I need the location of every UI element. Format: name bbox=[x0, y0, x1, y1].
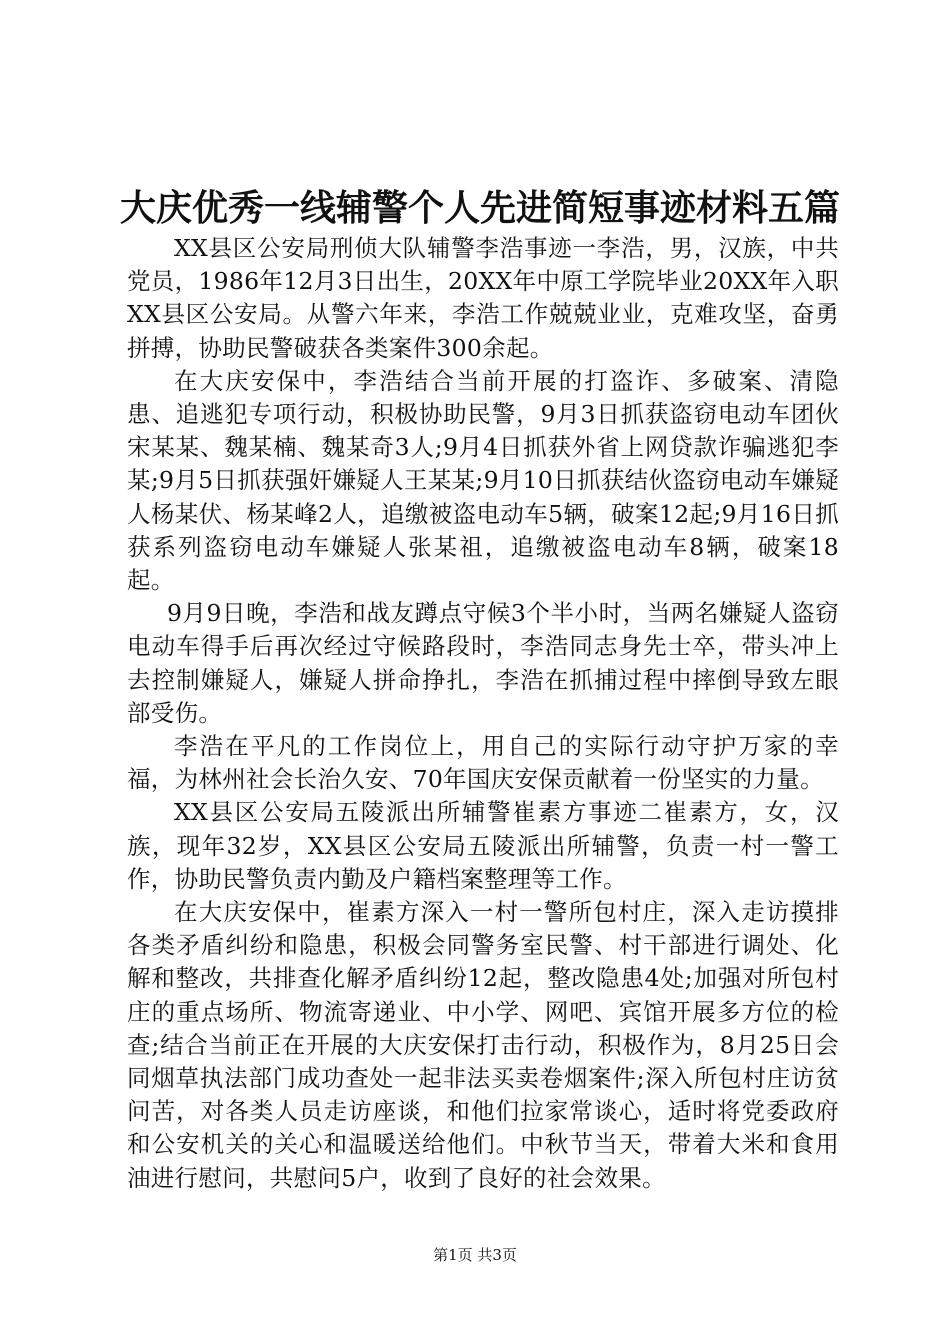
paragraph-li-hao-intro: XX县区公安局刑侦大队辅警李浩事迹一李浩，男，汉族，中共党员，1986年12月3日出生，20XX年中原工学院毕业20XX年入职XX县区公安局。从警六年来，李浩工作兢兢业业，克难攻坚，奋勇拼搏，协助民警破获各类案件300余起。 bbox=[127, 234, 839, 362]
document-body bbox=[127, 232, 839, 1195]
paragraph-li-hao-security-work: 在大庆安保中，李浩结合当前开展的打盗诈、多破案、清隐患、追逃犯专项行动，积极协助民警，9月3日抓获盗窃电动车团伙宋某某、魏某楠、魏某奇3人;9月4日抓获外省上网贷款诈骗逃犯李某;9月5日抓获强奸嫌疑人王某某;9月10日抓获结伙盗窃电动车嫌疑人杨某伏、杨某峰2人，追缴被盗电动车5辆，破案12起;9月16日抓获系列盗窃电动车嫌疑人张某祖，追缴被盗电动车8辆，破案18起。 bbox=[127, 366, 839, 595]
paragraph-cui-sufang-intro: XX县区公安局五陵派出所辅警崔素方事迹二崔素方，女，汉族，现年32岁，XX县区公安局五陵派出所辅警，负责一村一警工作，协助民警负责内勤及户籍档案整理等工作。 bbox=[127, 798, 839, 893]
paragraph-li-hao-arrest: 9月9日晚，李浩和战友蹲点守候3个半小时，当两名嫌疑人盗窃电动车得手后再次经过守候路段时，李浩同志身先士卒，带头冲上去控制嫌疑人，嫌疑人拼命挣扎，李浩在抓捕过程中摔倒导致左眼部受伤。 bbox=[127, 599, 839, 727]
paragraph-cui-sufang-security-work: 在大庆安保中，崔素方深入一村一警所包村庄，深入走访摸排各类矛盾纠纷和隐患，积极会同警务室民警、村干部进行调处、化解和整改，共排查化解矛盾纠纷12起，整改隐患4处;加强对所包村庄的重点场所、物流寄递业、中小学、网吧、宾馆开展多方位的检查;结合当前正在开展的大庆安保打击行动，积极作为，8月25日会同烟草执法部门成功查处一起非法买卖卷烟案件;深入所包村庄访贫问苦，对各类人员走访座谈，和他们拉家常谈心，适时将党委政府和公安机关的关心和温暖送给他们。中秋节当天，带着大米和食用油进行慰问，共慰问5户，收到了良好的社会效果。 bbox=[127, 898, 839, 1192]
paragraph-li-hao-summary: 李浩在平凡的工作岗位上，用自己的实际行动守护万家的幸福，为林州社会长治久安、70年国庆安保贡献着一份坚实的力量。 bbox=[127, 732, 839, 794]
document-title: 大庆优秀一线辅警个人先进简短事迹材料五篇 bbox=[120, 187, 841, 229]
page-number-footer: 第1页 共3页 bbox=[433, 1246, 517, 1264]
